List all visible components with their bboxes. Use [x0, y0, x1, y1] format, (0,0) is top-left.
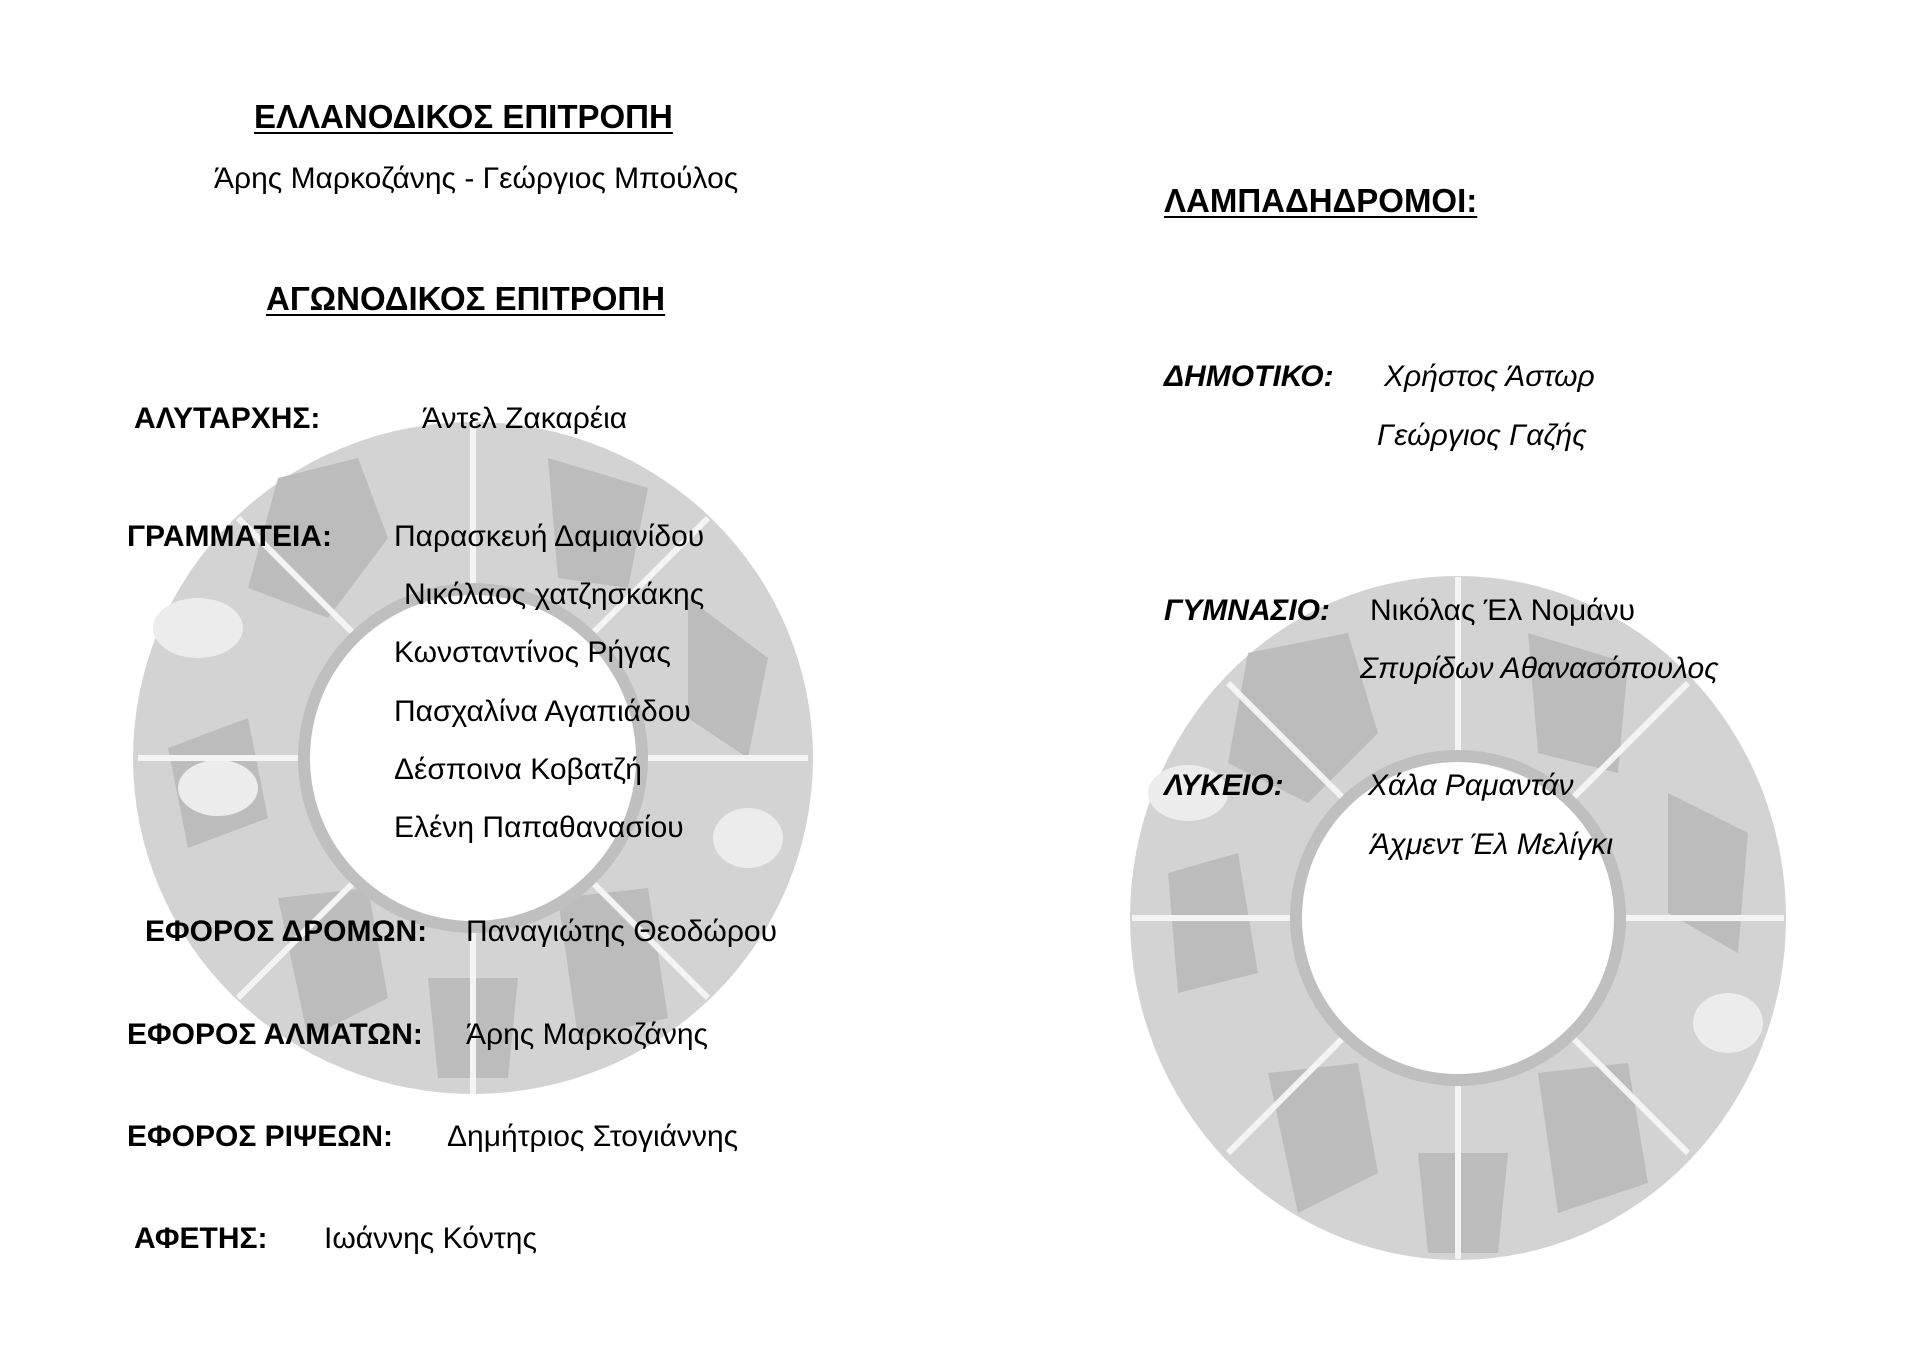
lampadidromoi-title: ΛΑΜΠΑΔΗΔΡΟΜΟΙ:	[1164, 182, 1478, 219]
eforos-almaton-label: ΕΦΟΡΟΣ ΑΛΜΑΤΩΝ:	[127, 1018, 423, 1051]
gymnasio-label: ΓΥΜΝΑΣΙΟ:	[1164, 594, 1330, 627]
eforos-almaton-name: Άρης Μαρκοζάνης	[466, 1018, 708, 1051]
alytarchis-name: Άντελ Ζακαρέια	[422, 402, 628, 435]
grammateia-name: Πασχαλίνα Αγαπιάδου	[394, 695, 691, 728]
grammateia-name: Δέσποινα Κοβατζή	[394, 753, 642, 786]
dimotiko-name: Γεώργιος Γαζής	[1377, 419, 1587, 452]
hellanodikos-names: Άρης Μαρκοζάνης - Γεώργιος Μπούλος	[214, 162, 739, 195]
grammateia-name: Κωνσταντίνος Ρήγας	[394, 636, 671, 669]
eforos-ripseon-name: Δημήτριος Στογιάννης	[447, 1120, 739, 1153]
grammateia-name: Ελένη Παπαθανασίου	[394, 811, 684, 844]
alytarchis-label: ΑΛΥΤΑΡΧΗΣ:	[134, 402, 321, 435]
grammateia-name: Νικόλαος χατζησκάκης	[404, 578, 705, 611]
lykeio-label: ΛΥΚΕΙΟ:	[1164, 769, 1284, 802]
gymnasio-name: Σπυρίδων Αθανασόπουλος	[1360, 652, 1719, 685]
grammateia-label: ΓΡΑΜΜΑΤΕΙΑ:	[127, 520, 332, 553]
agonodikos-title: ΑΓΩΝΟΔΙΚΟΣ ΕΠΙΤΡΟΠΗ	[266, 280, 666, 317]
lykeio-name: Χάλα Ραμαντάν	[1368, 769, 1574, 802]
afetis-label: ΑΦΕΤΗΣ:	[134, 1222, 268, 1255]
dimotiko-label: ΔΗΜΟΤΙΚΟ:	[1164, 360, 1334, 393]
gymnasio-name: Νικόλας Έλ Νομάνυ	[1370, 594, 1636, 627]
dimotiko-name: Χρήστος Άστωρ	[1384, 360, 1595, 393]
grammateia-name: Παρασκευή Δαμιανίδου	[394, 520, 705, 553]
eforos-dromon-label: ΕΦΟΡΟΣ ΔΡΟΜΩΝ:	[145, 915, 428, 948]
lykeio-name: Άχμεντ Έλ Μελίγκι	[1370, 828, 1614, 861]
eforos-dromon-name: Παναγιώτης Θεοδώρου	[466, 915, 778, 948]
eforos-ripseon-label: ΕΦΟΡΟΣ ΡΙΨΕΩΝ:	[127, 1120, 393, 1153]
hellanodikos-title: ΕΛΛΑΝΟΔΙΚΟΣ ΕΠΙΤΡΟΠΗ	[254, 98, 673, 135]
afetis-name: Ιωάννης Κόντης	[324, 1222, 537, 1255]
